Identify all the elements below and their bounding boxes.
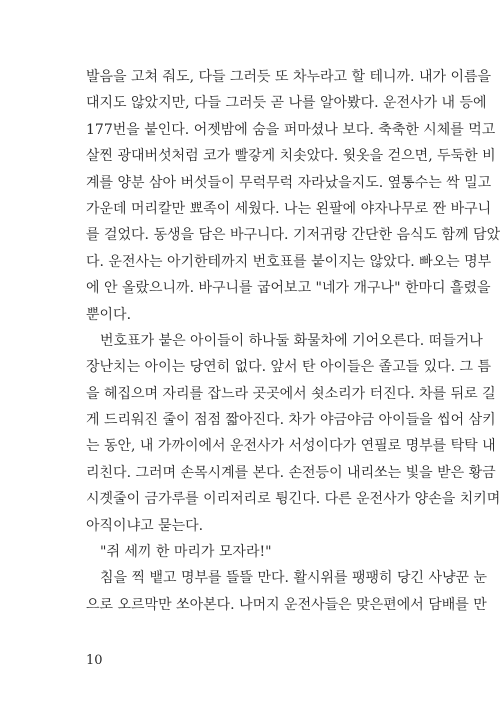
text-line: 를 걸었다. 동생을 담은 바구니다. 기저귀랑 간단한 음식도 함께 담았: [86, 227, 500, 244]
text-line: 177번을 붙인다. 어젯밤에 숨을 퍼마셨나 보다. 축축한 시체를 먹고: [86, 121, 496, 138]
text-line: 다. 운전사는 아기한테까지 번호표를 붙이지는 않았다. 빠오는 명부: [86, 253, 492, 270]
text-line: 는 동안, 내 가까이에서 운전사가 서성이다가 연필로 명부를 탁탁 내: [86, 438, 496, 455]
page-number: 10: [86, 653, 103, 668]
text-line: 시곗줄이 금가루를 이리저리로 튕긴다. 다른 운전사가 양손을 치키며: [86, 491, 500, 508]
text-line: 게 드리워진 줄이 점점 짧아진다. 차가 야금야금 아이들을 씹어 삼키: [86, 412, 496, 429]
text-line: 아직이냐고 묻는다.: [86, 517, 204, 534]
text-line: 에 안 올랐으니까. 바구니를 굽어보고 "네가 개구나" 한마디 흘렸을: [86, 280, 491, 297]
text-line: 침을 찍 뱉고 명부를 뜰뜰 만다. 활시위를 팽팽히 당긴 사냥꾼 눈: [100, 570, 488, 587]
text-line: 발음을 고쳐 줘도, 다들 그러듯 또 차누라고 할 테니까. 내가 이름을: [86, 69, 492, 85]
text-line: 리친다. 그러며 손목시계를 본다. 손전등이 내리쏘는 빛을 받은 황금: [86, 464, 496, 481]
text-line: 장난치는 아이는 당연히 없다. 앞서 탄 아이들은 졸고들 있다. 그 틈: [86, 359, 492, 376]
text-line: 을 헤집으며 자리를 잡느라 곳곳에서 쇳소리가 터진다. 차를 뒤로 길: [86, 385, 496, 402]
text-line: 대지도 않았지만, 다들 그러듯 곧 나를 알아봤다. 운전사가 내 등에: [86, 95, 487, 112]
text-line: 뿐이다.: [86, 306, 132, 323]
text-line: 으로 오르막만 쏘아본다. 나머지 운전사들은 맞은편에서 담배를 만: [86, 596, 487, 613]
text-line: 번호표가 붙은 아이들이 하나둘 화물차에 기어오른다. 떠들거나: [100, 332, 483, 349]
text-line: 가운데 머리칼만 뾰족이 세웠다. 나는 왼팔에 야자나무로 짠 바구니: [86, 200, 492, 217]
body-text: [86, 64, 500, 618]
text-line: 계를 양분 삼아 버섯들이 무럭무럭 자라났을지도. 옆통수는 싹 밀고: [86, 174, 492, 191]
text-line: "쥐 세끼 한 마리가 모자라!": [100, 544, 272, 561]
text-line: 살찐 광대버섯처럼 코가 빨갛게 치솟았다. 윗옷을 걷으면, 두둑한 비: [86, 148, 496, 165]
